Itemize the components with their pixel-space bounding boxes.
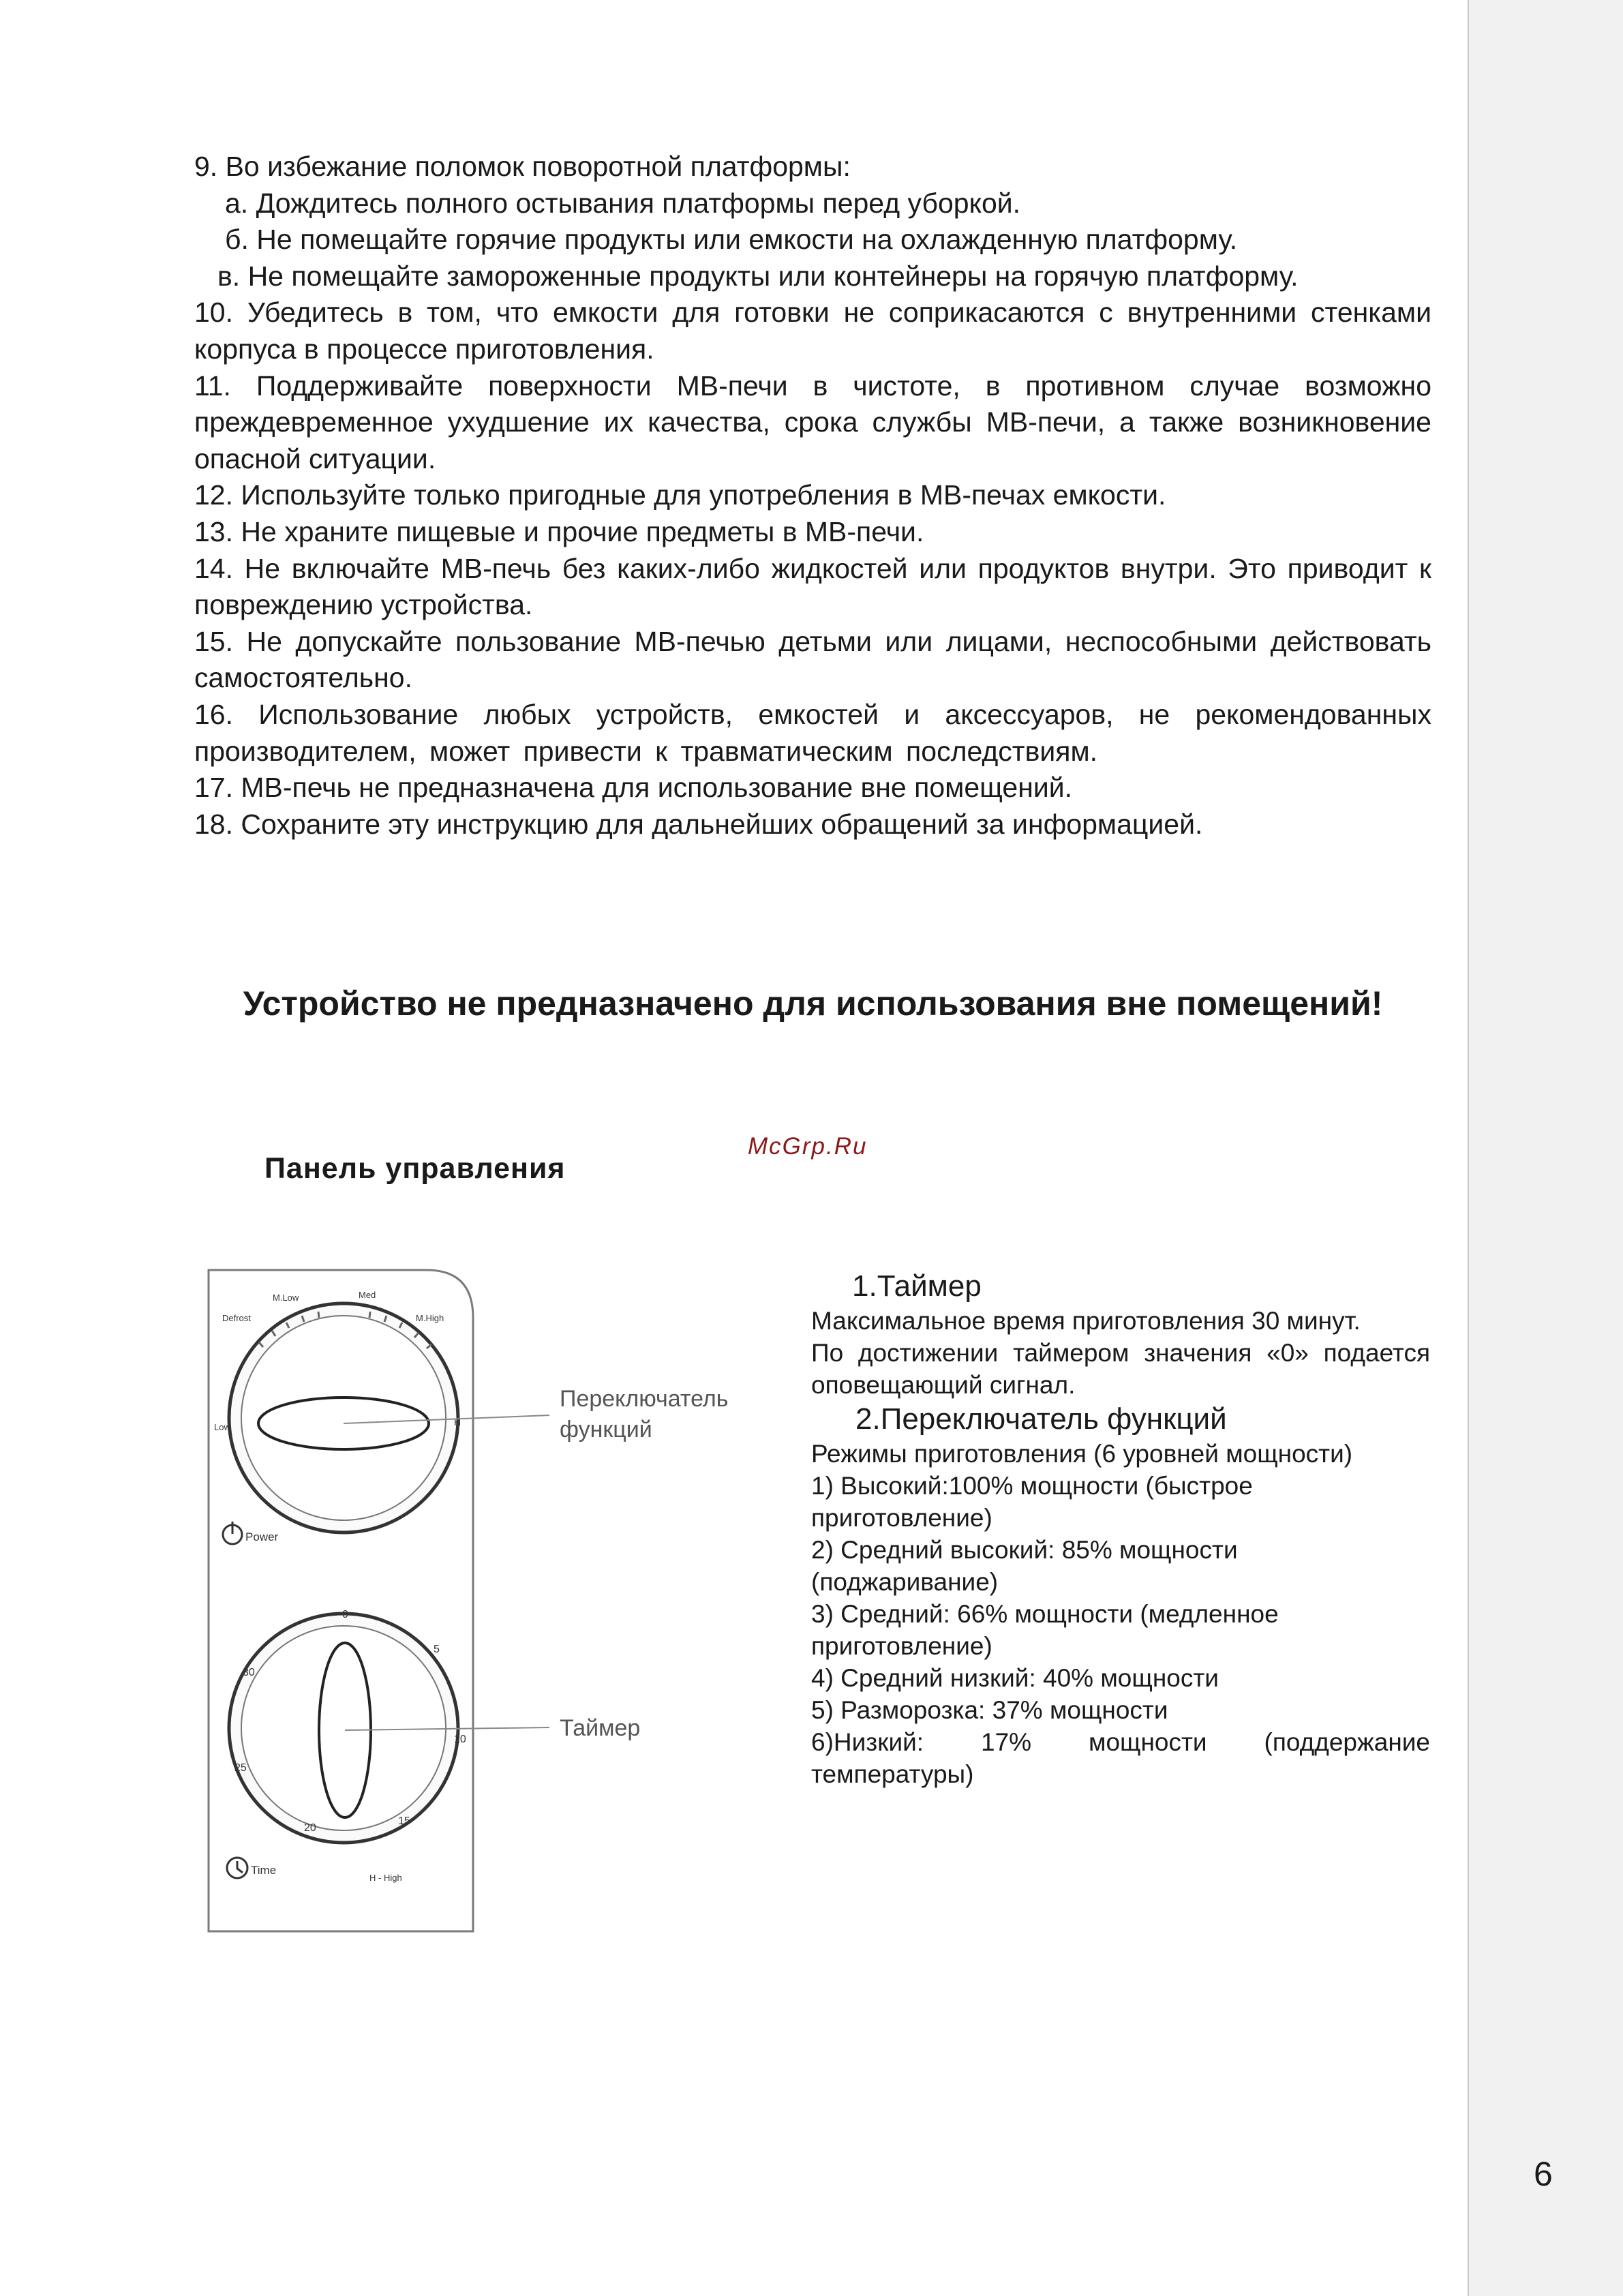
mode-item: 3) Средний: 66% мощности (медленное приготовление) [811, 1600, 1279, 1660]
rule-item: 15. Не допускайте пользование МВ-печью детьми или лицами, неспособными действовать самостоятельно. [194, 625, 1431, 694]
power-level-mlow: M.Low [273, 1293, 299, 1303]
timer-mark-25: 25 [234, 1762, 247, 1774]
control-panel-drawing [202, 1267, 761, 1935]
rule-item: 13. Не храните пищевые и прочие предметы в МВ-печи. [194, 515, 924, 547]
rule-item: 17. МВ-печь не предназначена для использование вне помещений. [194, 772, 1073, 804]
power-level-defrost: Defrost [222, 1313, 251, 1323]
page-side-margin [1468, 0, 1623, 2296]
rule-item: 14. Не включайте МВ-печь без каких-либо жидкостей или продуктов внутри. Это приводит к повреждению устройства. [194, 552, 1431, 621]
rule-item: а. Дождитесь полного остывания платформы перед уборкой. [225, 187, 1021, 219]
timer-mark-20: 20 [304, 1822, 316, 1834]
mode-item: 1) Высокий:100% мощности (быстрое приготовление) [811, 1472, 1253, 1532]
h-high-label: H - High [369, 1873, 402, 1883]
watermark: McGrp.Ru [748, 1133, 868, 1160]
timer-callout: Таймер [560, 1715, 641, 1741]
modes-intro: Режимы приготовления (6 уровней мощности) [811, 1440, 1353, 1468]
mode-item: 4) Средний низкий: 40% мощности [811, 1664, 1219, 1692]
mode-item: 5) Разморозка: 37% мощности [811, 1696, 1168, 1724]
safety-rules-list [194, 149, 1431, 843]
power-level-high: H [454, 1417, 461, 1428]
controls-description [811, 1268, 1430, 1790]
timer-mark-15: 15 [398, 1815, 410, 1827]
timer-dial [229, 1614, 458, 1843]
clock-icon [227, 1858, 247, 1878]
rule-item: б. Не помещайте горячие продукты или емкости на охлажденную платформу. [225, 224, 1238, 256]
power-level-mhigh: M.High [416, 1313, 444, 1323]
rule-item: 12. Используйте только пригодные для употребления в МВ-печах емкости. [194, 479, 1166, 511]
control-panel-figure [202, 1267, 761, 1935]
mode-item: 6)Низкий: 17% мощности (поддержание температуры) [811, 1728, 1430, 1788]
mode-item: 2) Средний высокий: 85% мощности (поджаривание) [811, 1536, 1238, 1596]
timer-text: По достижении таймером значения «0» подается оповещающий сигнал. [811, 1339, 1430, 1399]
function-dial [229, 1303, 458, 1532]
timer-mark-5: 5 [434, 1644, 440, 1655]
timer-mark-30: 30 [243, 1667, 255, 1678]
function-switch-callout-line1: Переключатель [560, 1386, 729, 1412]
power-level-low: Low [214, 1422, 230, 1432]
function-switch-heading: 2.Переключатель функций [855, 1402, 1227, 1436]
rule-item: в. Не помещайте замороженные продукты или контейнеры на горячую платформу. [217, 260, 1299, 292]
power-icon [223, 1522, 242, 1544]
rule-item: 16. Использование любых устройств, емкостей и аксессуаров, не рекомендованных производителем, может привести к травматическим последствиям. [194, 698, 1431, 767]
rule-item: 9. Во избежание поломок поворотной платформы: [194, 151, 851, 182]
rule-item: 10. Убедитесь в том, что емкости для готовки не соприкасаются с внутренними стенками корпуса в процессе приготовления. [194, 297, 1431, 365]
function-switch-callout-line2: функций [560, 1417, 652, 1442]
rule-item: 11. Поддерживайте поверхности МВ-печи в чистоте, в противном случае возможно преждевременное ухудшение их качества, срока службы МВ-печи, а также возникновение опасной ситуации. [194, 369, 1431, 474]
rule-item: 18. Сохраните эту инструкцию для дальнейших обращений за информацией. [194, 808, 1203, 840]
timer-text: Максимальное время приготовления 30 минут. [811, 1307, 1361, 1335]
time-icon-label: Time [251, 1864, 277, 1877]
timer-mark-0: 0 [342, 1609, 348, 1620]
power-icon-label: Power [245, 1530, 279, 1543]
timer-heading: 1.Таймер [852, 1269, 982, 1303]
power-level-med: Med [359, 1290, 376, 1300]
timer-mark-10: 10 [454, 1734, 466, 1745]
outdoor-use-warning: Устройство не предназначено для использования вне помещений! [243, 984, 1383, 1023]
section-title: Панель управления [264, 1152, 566, 1185]
page-number: 6 [1534, 2155, 1553, 2193]
